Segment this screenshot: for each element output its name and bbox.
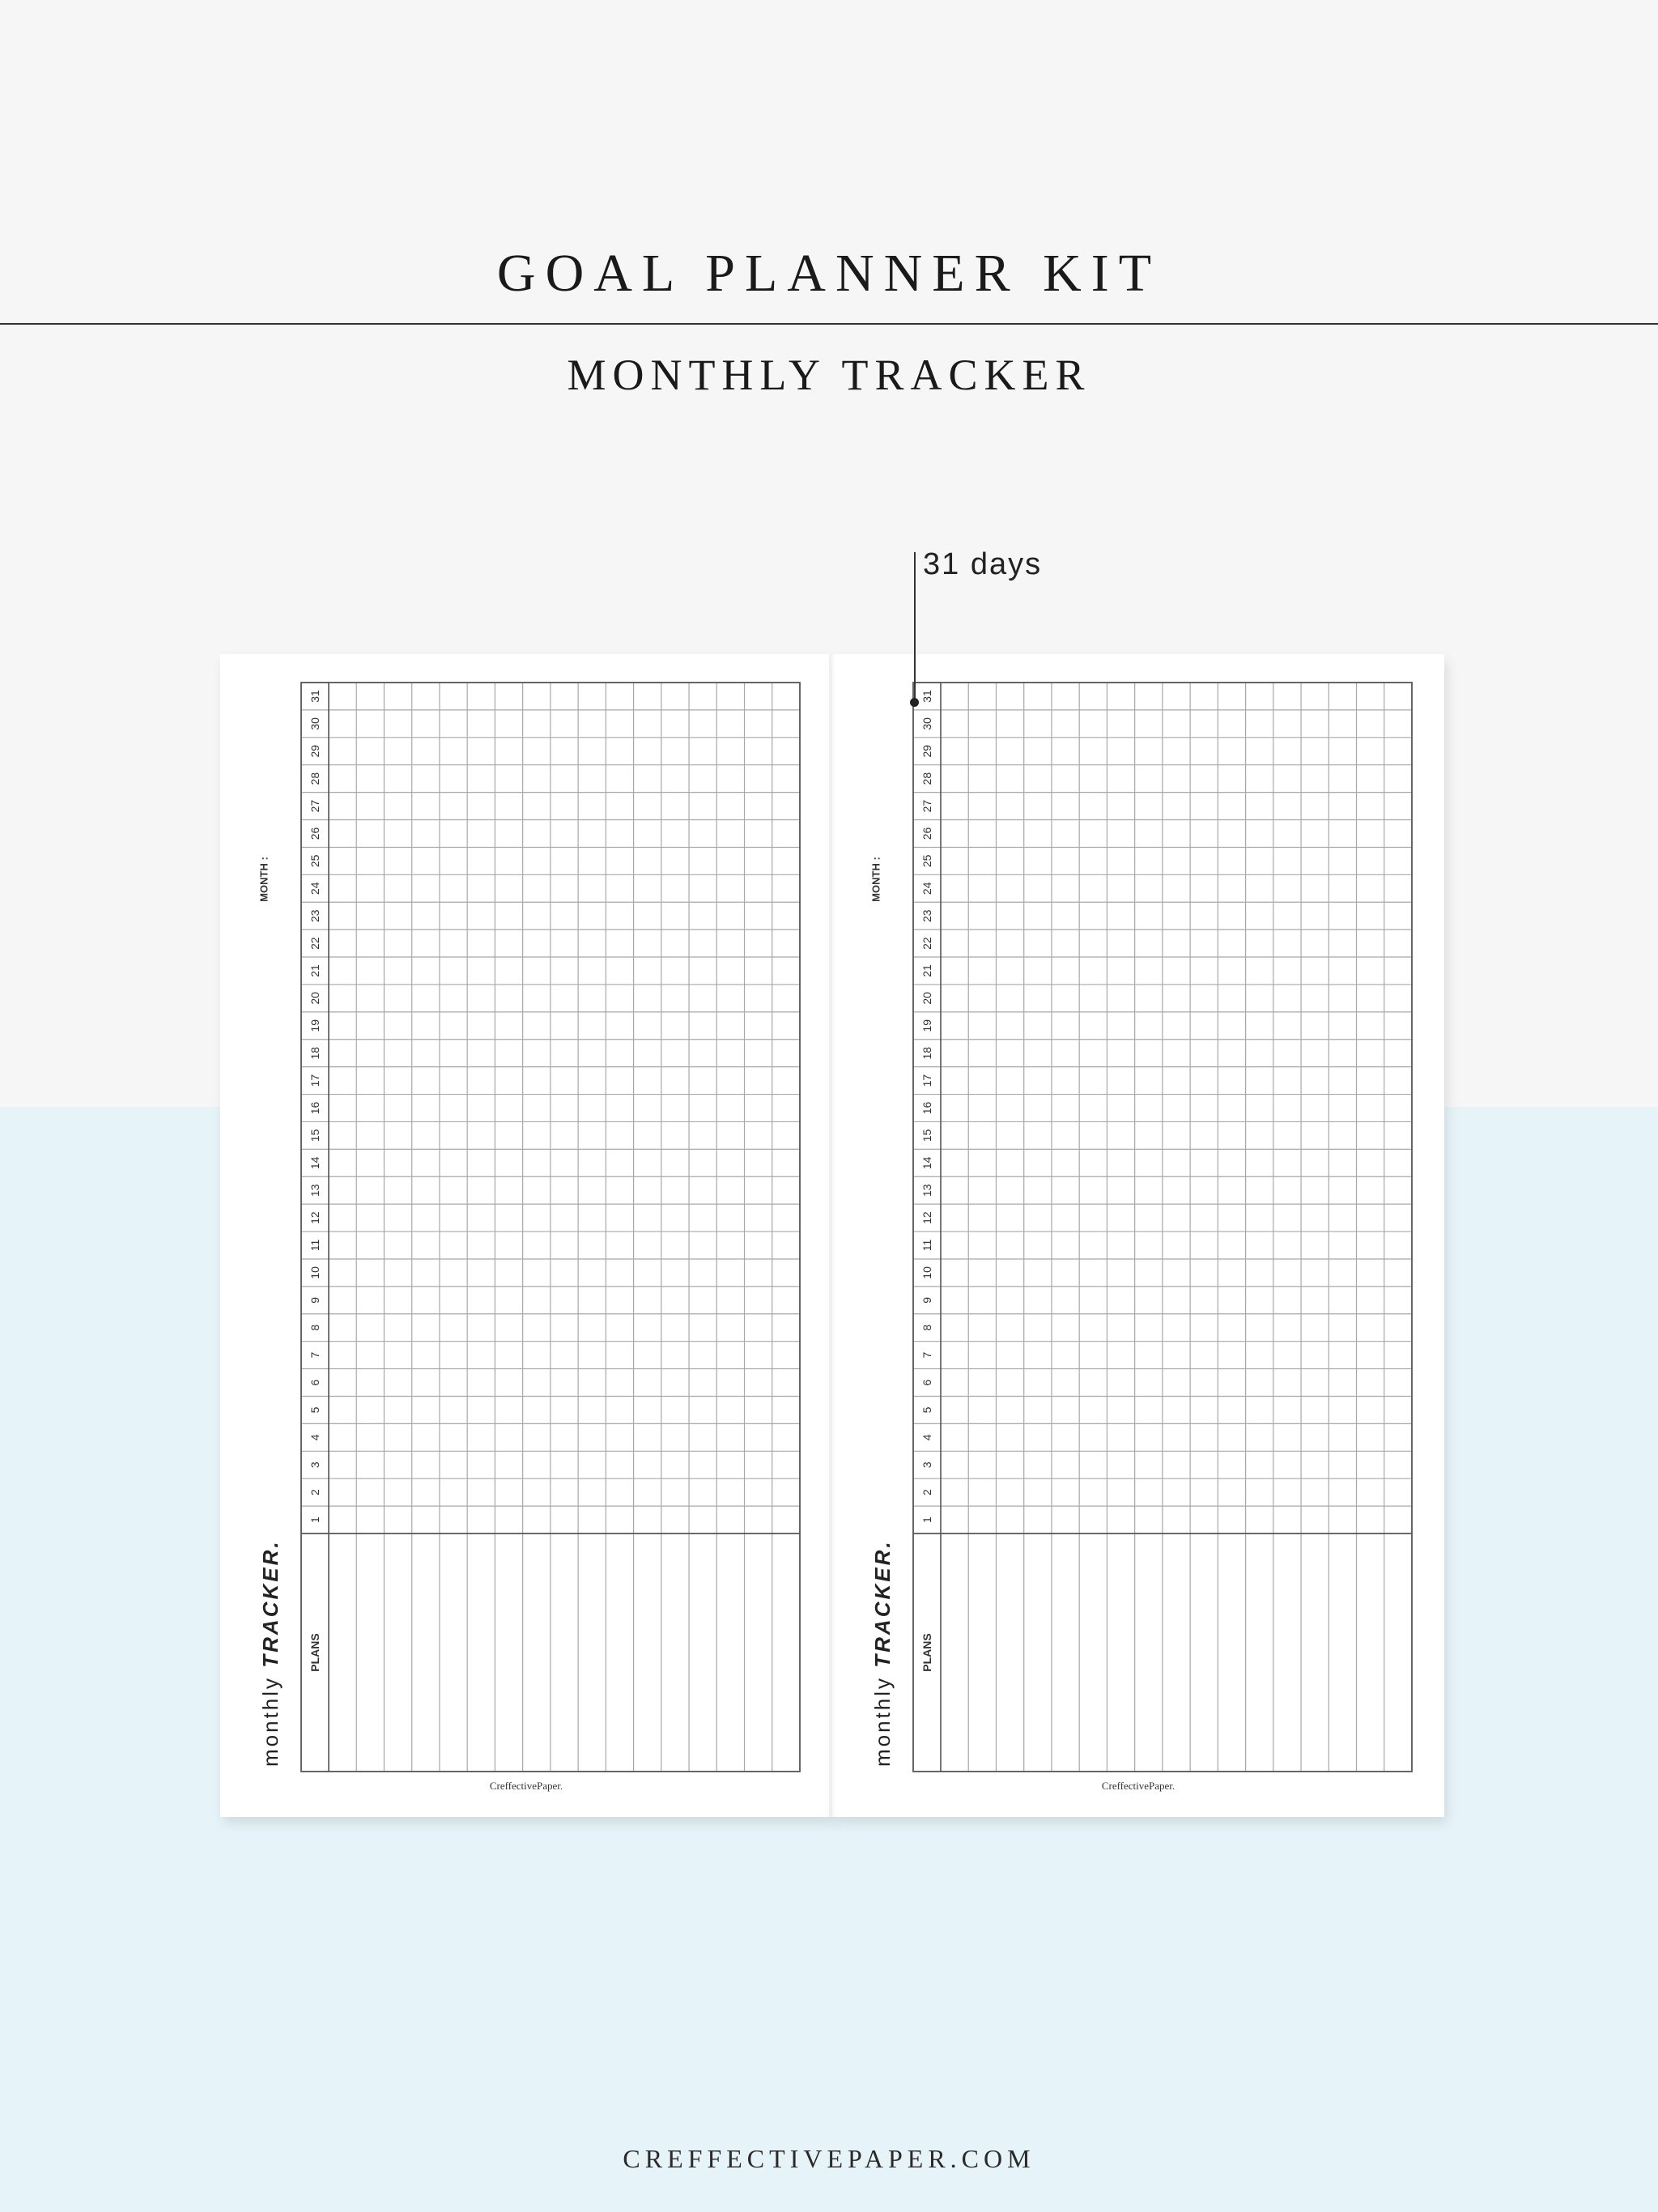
planner-page-right [832,654,1444,1817]
day-number: 2 [920,1489,933,1496]
day-number: 20 [308,992,321,1005]
brand-bold: TRACKER. [870,1539,895,1668]
tracker-sheet-right [832,654,1444,1817]
day-number: 22 [920,937,933,950]
day-number: 5 [308,1406,321,1414]
day-number: 1 [920,1516,933,1523]
brand-bold: TRACKER. [258,1539,283,1668]
day-number: 31 [308,690,321,703]
planner-page-left [220,654,832,1817]
day-number: 30 [308,717,321,730]
day-number: 27 [920,799,933,813]
credit-label: CreffectivePaper. [489,1780,563,1792]
day-number: 7 [920,1351,933,1359]
credit-label: CreffectivePaper. [1101,1780,1175,1792]
day-number: 24 [308,882,321,895]
callout-line [914,552,916,702]
day-number: 21 [920,964,933,977]
month-label: MONTH : [869,857,882,902]
day-number: 16 [308,1101,321,1115]
tracker-grid [301,683,800,1772]
day-number: 23 [308,909,321,922]
day-number: 23 [920,909,933,922]
day-number: 12 [920,1211,933,1224]
day-number: 26 [308,827,321,840]
title-divider [0,323,1658,325]
day-number: 11 [308,1239,321,1252]
day-number: 6 [308,1379,321,1386]
plans-label: PLANS [920,1633,933,1672]
day-number: 2 [308,1489,321,1496]
month-label: MONTH : [257,857,270,902]
brand-label [258,1539,283,1767]
day-number: 3 [308,1461,321,1469]
day-number: 7 [308,1351,321,1359]
day-number: 26 [920,827,933,840]
day-number: 19 [920,1019,933,1032]
day-number: 25 [920,854,933,868]
day-number: 3 [920,1461,933,1469]
day-number: 29 [920,744,933,758]
day-number: 22 [308,937,321,950]
day-number: 28 [920,772,933,785]
day-number: 9 [308,1296,321,1304]
page-title: GOAL PLANNER KIT [496,244,1162,303]
callout-dot [910,698,919,707]
binder-spine-shadow [829,654,835,1817]
day-number: 27 [308,799,321,813]
day-number: 18 [920,1046,933,1060]
day-numbers [308,690,321,1523]
day-number: 13 [308,1184,321,1197]
day-number: 10 [308,1266,321,1279]
day-number: 21 [308,964,321,977]
brand-label [870,1539,895,1767]
day-number: 20 [920,992,933,1005]
day-number: 15 [920,1129,933,1142]
day-number: 13 [920,1184,933,1197]
day-number: 19 [308,1019,321,1032]
tracker-grid [913,683,1412,1772]
day-number: 16 [920,1101,933,1115]
day-number: 12 [308,1211,321,1224]
day-number: 8 [920,1324,933,1331]
day-number: 30 [920,717,933,730]
day-number: 17 [920,1074,933,1087]
day-number: 11 [920,1239,933,1252]
day-number: 4 [920,1434,933,1441]
brand-light: monthly [258,1667,283,1767]
footer-website: CREFFECTIVEPAPER.COM [623,2144,1035,2173]
day-number: 28 [308,772,321,785]
day-number: 8 [308,1324,321,1331]
day-number: 14 [308,1156,321,1170]
day-numbers [920,690,933,1523]
plans-label: PLANS [308,1633,321,1672]
day-number: 6 [920,1379,933,1386]
day-number: 14 [920,1156,933,1170]
day-number: 24 [920,882,933,895]
callout-label: 31 days [923,547,1043,581]
day-number: 31 [920,690,933,703]
day-number: 9 [920,1296,933,1304]
tracker-sheet-left [220,654,832,1817]
brand-light: monthly [870,1667,895,1767]
day-number: 15 [308,1129,321,1142]
day-number: 25 [308,854,321,868]
day-number: 4 [308,1434,321,1441]
day-number: 5 [920,1406,933,1414]
page-subtitle: MONTHLY TRACKER [567,351,1091,399]
day-number: 18 [308,1046,321,1060]
day-number: 17 [308,1074,321,1087]
day-number: 29 [308,744,321,758]
day-number: 10 [920,1266,933,1279]
day-number: 1 [308,1516,321,1523]
